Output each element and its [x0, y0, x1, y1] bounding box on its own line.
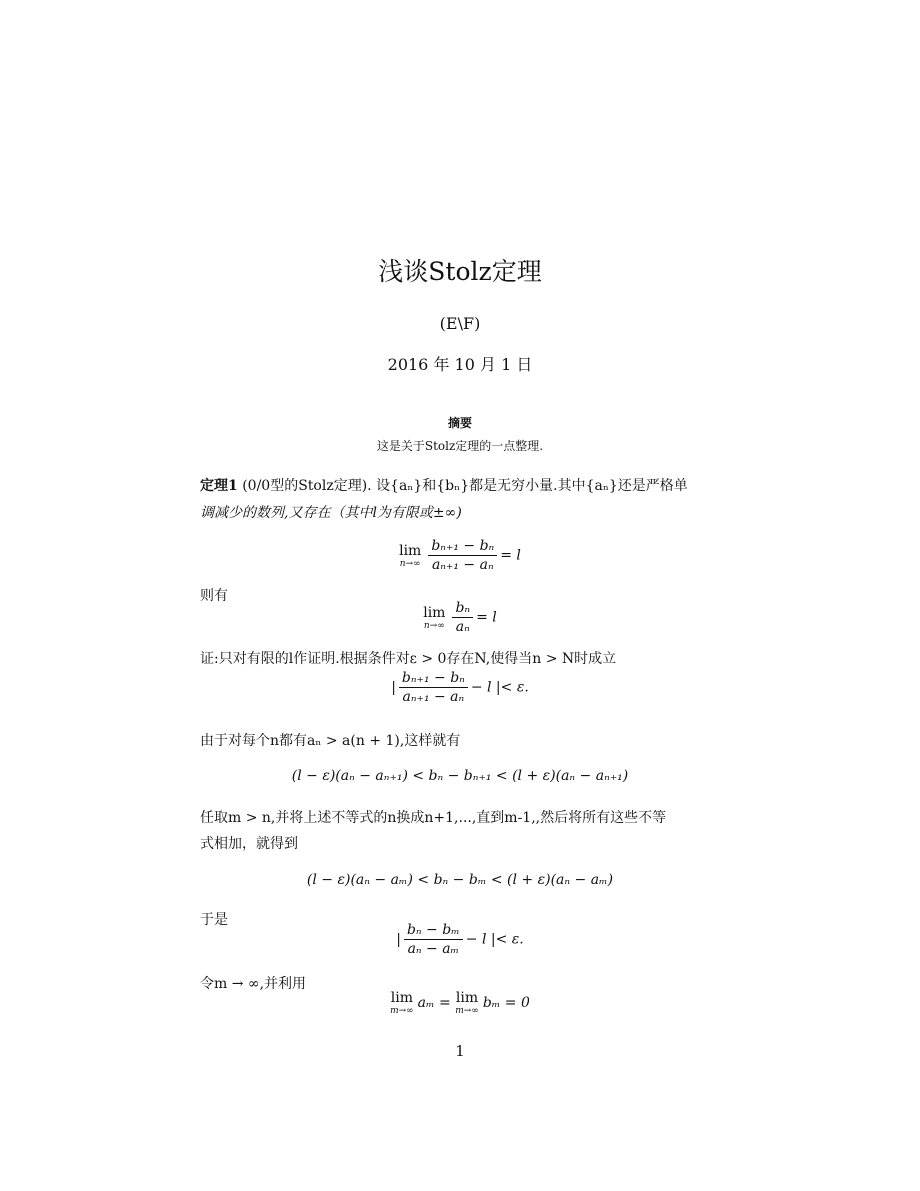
then-text: 则有 [200, 588, 228, 604]
proof-line-2: 由于对每个n都有aₙ > a(n + 1),这样就有 [200, 733, 461, 749]
equation-7 [0, 990, 920, 1016]
equation-6 [0, 922, 920, 957]
theorem-paren: (0/0型的Stolz定理). [242, 478, 372, 494]
theorem-line-2: 调减少的数列,又存在（其中l为有限或±∞) [200, 505, 462, 521]
rhs: = l [476, 609, 497, 626]
proof-line-1: 证:只对有限的l作证明.根据条件对ε > 0存在N,使得当n > N时成立 [200, 651, 617, 667]
equation-5: (l − ε)(aₙ − aₘ) < bₙ − bₘ < (l + ε)(aₙ − aₘ) [306, 872, 614, 888]
author: (E\F) [439, 314, 481, 333]
lim-sub: n→∞ [399, 558, 421, 569]
abs-bar: | [396, 931, 401, 948]
theorem-text-1: 设{aₙ}和{bₙ}都是无穷小量.其中{aₙ}还是严格单 [376, 478, 688, 494]
denominator: aₙ₊₁ − aₙ [402, 689, 465, 705]
equation-4: (l − ε)(aₙ − aₙ₊₁) < bₙ − bₙ₊₁ < (l + ε)(aₙ − aₙ₊₁) [291, 768, 629, 784]
denominator: aₙ [455, 619, 470, 635]
equation-3 [0, 670, 920, 705]
proof-line-4: 令m → ∞,并利用 [200, 976, 307, 992]
abstract-heading: 摘要 [447, 416, 472, 430]
lim-sub: n→∞ [423, 620, 445, 631]
lim: lim [423, 604, 446, 621]
lim: lim [455, 990, 479, 1006]
doc-title: 浅谈Stolz定理 [378, 257, 542, 286]
term: aₘ = [417, 995, 451, 1011]
denominator: aₙ − aₘ [407, 941, 460, 957]
numerator: bₙ [452, 600, 473, 618]
date: 2016 年 10 月 1 日 [387, 355, 533, 374]
proof-line-3b: 式相加，就得到 [200, 836, 298, 852]
numerator: bₙ − bₘ [404, 922, 463, 940]
denominator: aₙ₊₁ − aₙ [431, 557, 494, 573]
lim: lim [390, 990, 413, 1006]
abstract-text: 这是关于Stolz定理的一点整理. [376, 439, 544, 453]
numerator: bₙ₊₁ − bₙ [428, 538, 497, 556]
lim-sub: m→∞ [455, 1006, 479, 1016]
lim-sub: m→∞ [390, 1006, 414, 1016]
thus-text: 于是 [200, 912, 228, 928]
theorem-line-1 [200, 475, 688, 495]
rhs: − l |< ε. [465, 931, 524, 948]
rhs: = l [500, 547, 521, 564]
page-number: 1 [455, 1042, 465, 1060]
equation-1 [0, 538, 920, 573]
proof-line-3a: 任取m > n,并将上述不等式的n换成n+1,...,直到m-1,,然后将所有这些不等 [200, 810, 667, 826]
term: bₘ = 0 [482, 995, 530, 1011]
lim: lim [399, 542, 422, 559]
abs-bar: | [391, 679, 396, 696]
rhs: − l |< ε. [470, 679, 529, 696]
theorem-label: 定理1 [200, 478, 238, 494]
numerator: bₙ₊₁ − bₙ [399, 670, 468, 688]
equation-2 [0, 600, 920, 635]
